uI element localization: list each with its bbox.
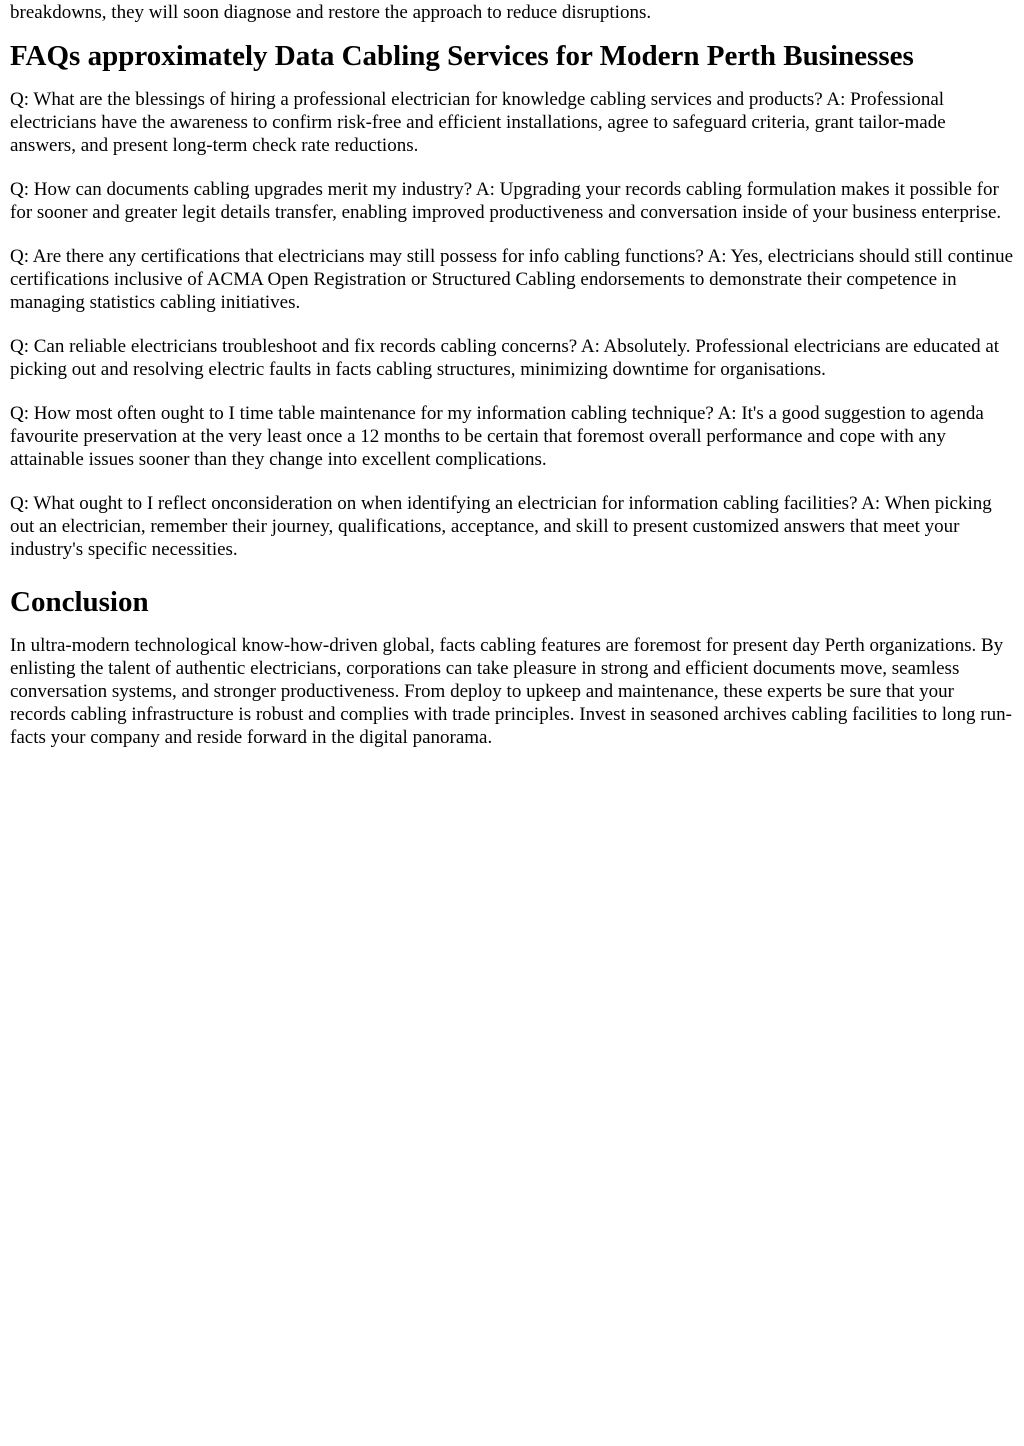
faq-item: Q: How most often ought to I time table maintenance for my information cabling technique? A: It's a good suggestion to agenda favourite preservation at the very least once a 12 months to be certain that foremost overall performance and cope with any attainable issues sooner than they change into excellent complications. [10, 403, 984, 470]
faq-item: Q: What ought to I reflect onconsideration on when identifying an electrician for information cabling facilities? A: When picking out an electrician, remember their journey, qualifications, acceptance, and skill to present customized answers that meet your industry's specific necessities. [10, 493, 992, 560]
conclusion-paragraph: In ultra-modern technological know-how-driven global, facts cabling features are foremost for present day Perth organizations. By enlisting the talent of authentic electricians, corporations can take pleasure in strong and efficient documents move, seamless conversation systems, and stronger productiveness. From deploy to upkeep and maintenance, these experts be sure that your records cabling infrastructure is robust and complies with trade principles. Invest in seasoned archives cabling facilities to long run-facts your company and reside forward in the digital panorama. [10, 635, 1012, 748]
faq-item: Q: How can documents cabling upgrades merit my industry? A: Upgrading your records cabling formulation makes it possible for for sooner and greater legit details transfer, enabling improved productiveness and conversation inside of your business enterprise. [10, 179, 1002, 223]
intro-fragment: breakdowns, they will soon diagnose and restore the approach to reduce disruptions. [10, 2, 652, 23]
conclusion-heading: Conclusion [10, 586, 149, 618]
faq-item: Q: What are the blessings of hiring a professional electrician for knowledge cabling services and products? A: Professional electricians have the awareness to confirm risk-free and efficient installations, agree to safeguard criteria, grant tailor-made answers, and present long-term check rate reductions. [10, 89, 946, 156]
faq-heading: FAQs approximately Data Cabling Services for Modern Perth Businesses [10, 40, 914, 72]
faq-list [10, 88, 1014, 561]
faq-item: Q: Are there any certifications that electricians may still possess for info cabling functions? A: Yes, electricians should still continue certifications inclusive of ACMA Open Registration or Structured Cabling endorsements to demonstrate their competence in managing statistics cabling initiatives. [10, 246, 1014, 313]
faq-item: Q: Can reliable electricians troubleshoot and fix records cabling concerns? A: Absolutely. Professional electricians are educated at picking out and resolving electric faults in facts cabling structures, minimizing downtime for organisations. [10, 336, 1000, 380]
